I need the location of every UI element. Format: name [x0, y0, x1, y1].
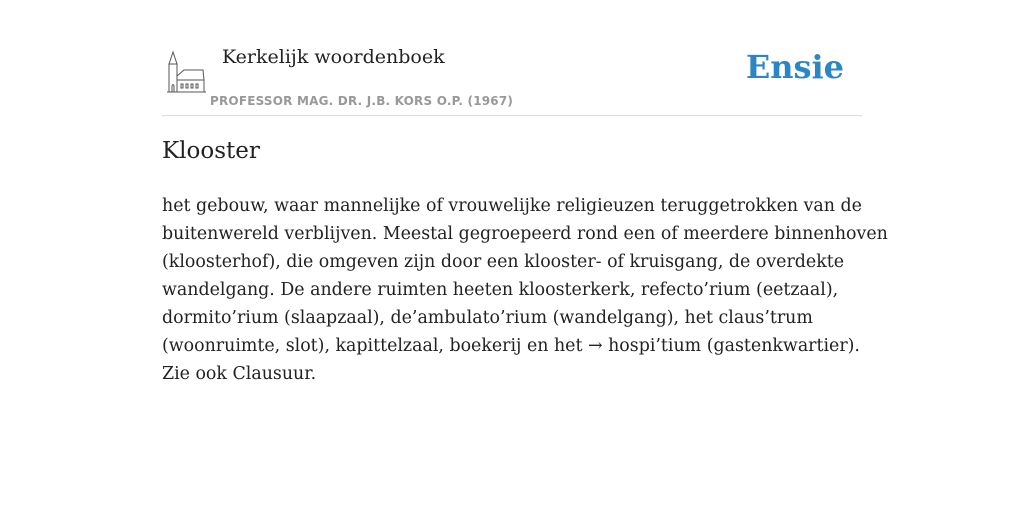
definition-line: dormito’rium (slaapzaal), de’ambulato’rium (wandelgang), het claus’trum — [162, 308, 813, 328]
definition-line: wandelgang. De andere ruimten heeten kloosterkerk, refecto’rium (eetzaal), — [162, 280, 839, 300]
dictionary-header — [162, 40, 862, 116]
dictionary-title[interactable]: Kerkelijk woordenboek — [222, 46, 445, 68]
arrow-right-icon: → — [588, 336, 603, 356]
link-clausuur[interactable]: Clausuur — [232, 364, 311, 384]
ensie-logo[interactable]: Ensie — [745, 48, 844, 86]
dictionary-author: PROFESSOR MAG. DR. J.B. KORS O.P. (1967) — [210, 94, 514, 108]
definition-line: het gebouw, waar mannelijke of vrouwelijke religieuzen teruggetrokken van de — [162, 196, 862, 216]
definition-text: . — [310, 364, 317, 384]
entry-title: Klooster — [162, 138, 260, 164]
see-also-label: Zie ook — [162, 364, 233, 384]
entry-definition — [162, 192, 888, 388]
definition-line — [162, 332, 862, 360]
link-hospitium[interactable]: hospi’tium — [608, 336, 702, 356]
definition-line: (kloosterhof), die omgeven zijn door een klooster- of kruisgang, de overdekte — [162, 252, 845, 272]
definition-text: (woonruimte, slot), kapittelzaal, boekerij en het — [162, 336, 588, 356]
definition-line — [162, 360, 862, 388]
definition-line: buitenwereld verblijven. Meestal gegroepeerd rond een of meerdere binnenhoven — [162, 224, 888, 244]
definition-text: (gastenkwartier). — [701, 336, 860, 356]
church-icon — [166, 50, 206, 94]
